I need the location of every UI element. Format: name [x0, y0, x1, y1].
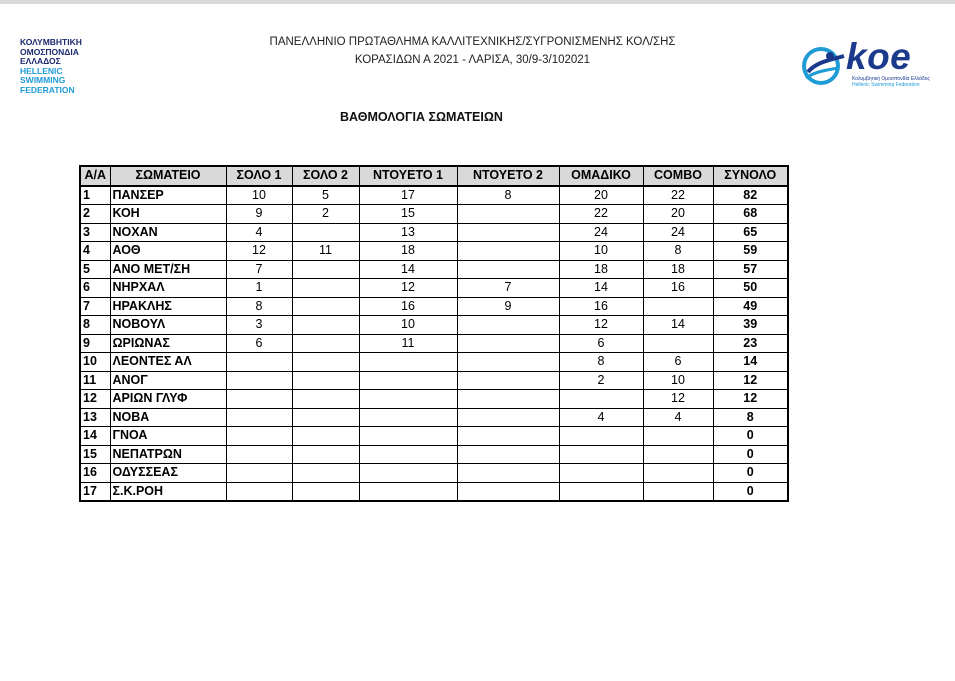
row-number: 3 [80, 223, 110, 242]
team-points [559, 482, 643, 501]
combo-points [643, 334, 713, 353]
team-points [559, 464, 643, 483]
duet2-points [457, 223, 559, 242]
row-number: 2 [80, 205, 110, 224]
solo2-points [292, 297, 359, 316]
total-points: 12 [713, 390, 788, 409]
duet2-points: 9 [457, 297, 559, 316]
header-solo1: ΣΟΛΟ 1 [226, 166, 292, 186]
table-header-row [80, 166, 788, 186]
duet2-points [457, 371, 559, 390]
solo2-points [292, 316, 359, 335]
solo1-points: 6 [226, 334, 292, 353]
solo1-points [226, 390, 292, 409]
header-club: ΣΩΜΑΤΕΙΟ [110, 166, 226, 186]
combo-points: 22 [643, 186, 713, 205]
club-name: ΠΑΝΣΕΡ [110, 186, 226, 205]
solo1-points: 10 [226, 186, 292, 205]
table-row [80, 482, 788, 501]
solo1-points [226, 427, 292, 446]
table-row [80, 316, 788, 335]
duet1-points [359, 408, 457, 427]
total-points: 12 [713, 371, 788, 390]
club-name: ΝΗΡΧΑΛ [110, 279, 226, 298]
duet1-points: 17 [359, 186, 457, 205]
row-number: 1 [80, 186, 110, 205]
combo-points: 20 [643, 205, 713, 224]
club-name: ΑΟΘ [110, 242, 226, 261]
duet2-points: 8 [457, 186, 559, 205]
combo-points [643, 482, 713, 501]
total-points: 23 [713, 334, 788, 353]
team-points: 14 [559, 279, 643, 298]
duet2-points [457, 464, 559, 483]
solo2-points [292, 260, 359, 279]
club-name: ΑΝΟ ΜΕΤ/ΣΗ [110, 260, 226, 279]
solo1-points: 12 [226, 242, 292, 261]
table-row [80, 297, 788, 316]
row-number: 6 [80, 279, 110, 298]
solo1-points [226, 353, 292, 372]
duet1-points: 10 [359, 316, 457, 335]
duet2-points [457, 260, 559, 279]
team-points: 16 [559, 297, 643, 316]
total-points: 50 [713, 279, 788, 298]
duet1-points [359, 427, 457, 446]
club-name: ΑΝΟΓ [110, 371, 226, 390]
solo2-points [292, 408, 359, 427]
page-title: ΒΑΘΜΟΛΟΓΙΑ ΣΩΜΑΤΕΙΩΝ [340, 110, 503, 124]
table-row [80, 445, 788, 464]
solo2-points: 5 [292, 186, 359, 205]
solo1-points [226, 445, 292, 464]
club-name: ΓΝΟΑ [110, 427, 226, 446]
header-duet1: ΝΤΟΥΕΤΟ 1 [359, 166, 457, 186]
duet1-points: 13 [359, 223, 457, 242]
header-line-2: ΚΟΡΑΣΙΔΩΝ Α 2021 - ΛΑΡΙΣΑ, 30/9-3/102021 [354, 54, 591, 66]
combo-points [643, 297, 713, 316]
team-points: 2 [559, 371, 643, 390]
duet2-points [457, 408, 559, 427]
combo-points: 12 [643, 390, 713, 409]
solo1-points: 4 [226, 223, 292, 242]
total-points: 0 [713, 445, 788, 464]
combo-points [643, 445, 713, 464]
solo2-points [292, 482, 359, 501]
header-line-1: ΠΑΝΕΛΛΗΝΙΟ ΠΡΩΤΑΘΛΗΜΑ ΚΑΛΛΙΤΕΧΝΙΚΗΣ/ΣΥΓΡΟΝΙΣΜΕΝΗΣ ΚΟΛ/ΣΗΣ [269, 36, 676, 48]
solo1-points: 1 [226, 279, 292, 298]
duet2-points [457, 242, 559, 261]
duet2-points [457, 334, 559, 353]
duet1-points: 15 [359, 205, 457, 224]
duet2-points [457, 390, 559, 409]
team-points: 8 [559, 353, 643, 372]
total-points: 65 [713, 223, 788, 242]
row-number: 14 [80, 427, 110, 446]
club-name: ΩΡΙΩΝΑΣ [110, 334, 226, 353]
combo-points: 24 [643, 223, 713, 242]
row-number: 8 [80, 316, 110, 335]
combo-points [643, 464, 713, 483]
document-header [230, 33, 715, 69]
solo1-points [226, 408, 292, 427]
table-row [80, 464, 788, 483]
club-name: ΝΕΠΑΤΡΩΝ [110, 445, 226, 464]
total-points: 49 [713, 297, 788, 316]
duet2-points [457, 445, 559, 464]
header-total: ΣΥΝΟΛΟ [713, 166, 788, 186]
duet2-points [457, 482, 559, 501]
combo-points: 10 [643, 371, 713, 390]
row-number: 4 [80, 242, 110, 261]
header-duet2: ΝΤΟΥΕΤΟ 2 [457, 166, 559, 186]
solo2-points [292, 445, 359, 464]
solo2-points [292, 371, 359, 390]
duet2-points: 7 [457, 279, 559, 298]
solo2-points [292, 390, 359, 409]
logo-english-line: SWIMMING [20, 75, 66, 86]
solo2-points [292, 427, 359, 446]
combo-points: 4 [643, 408, 713, 427]
total-points: 59 [713, 242, 788, 261]
table-row [80, 279, 788, 298]
club-name: ΑΡΙΩΝ ΓΛΥΦ [110, 390, 226, 409]
swimmer-emblem-icon [800, 42, 848, 90]
table-row [80, 205, 788, 224]
duet2-points [457, 316, 559, 335]
table-row [80, 390, 788, 409]
solo2-points: 11 [292, 242, 359, 261]
combo-points: 6 [643, 353, 713, 372]
solo2-points [292, 279, 359, 298]
team-points: 10 [559, 242, 643, 261]
row-number: 10 [80, 353, 110, 372]
row-number: 12 [80, 390, 110, 409]
duet1-points [359, 353, 457, 372]
table-row [80, 334, 788, 353]
combo-points: 8 [643, 242, 713, 261]
club-name: ΛΕΟΝΤΕΣ ΑΛ [110, 353, 226, 372]
total-points: 0 [713, 427, 788, 446]
koe-subtitle-greek: Κολυμβητική Ομοσπονδία Ελλάδος [852, 76, 930, 82]
solo1-points: 7 [226, 260, 292, 279]
solo1-points [226, 464, 292, 483]
table-row [80, 371, 788, 390]
duet1-points [359, 464, 457, 483]
table-row [80, 353, 788, 372]
logo-greek-line: ΕΛΛΑΔΟΣ [20, 56, 61, 67]
header-solo2: ΣΟΛΟ 2 [292, 166, 359, 186]
duet1-points [359, 390, 457, 409]
duet2-points [457, 205, 559, 224]
total-points: 0 [713, 482, 788, 501]
row-number: 17 [80, 482, 110, 501]
header-combo: COMBO [643, 166, 713, 186]
row-number: 15 [80, 445, 110, 464]
total-points: 39 [713, 316, 788, 335]
team-points [559, 427, 643, 446]
solo2-points [292, 334, 359, 353]
duet1-points: 14 [359, 260, 457, 279]
header-team: ΟΜΑΔΙΚΟ [559, 166, 643, 186]
club-standings-table [79, 165, 789, 502]
row-number: 16 [80, 464, 110, 483]
row-number: 9 [80, 334, 110, 353]
federation-logo [20, 38, 82, 96]
table-row [80, 223, 788, 242]
team-points: 24 [559, 223, 643, 242]
top-edge [0, 0, 955, 4]
duet1-points: 18 [359, 242, 457, 261]
club-name: ΚΟΗ [110, 205, 226, 224]
club-name: ΝΟΧΑΝ [110, 223, 226, 242]
solo1-points: 3 [226, 316, 292, 335]
duet2-points [457, 353, 559, 372]
club-name: ΗΡΑΚΛΗΣ [110, 297, 226, 316]
duet1-points [359, 371, 457, 390]
logo-greek-line: ΟΜΟΣΠΟΝΔΙΑ [20, 46, 79, 57]
table-row [80, 242, 788, 261]
logo-greek-line: ΚΟΛΥΜΒΗΤΙΚΗ [20, 37, 82, 47]
total-points: 82 [713, 186, 788, 205]
solo2-points [292, 353, 359, 372]
duet1-points [359, 445, 457, 464]
team-points: 18 [559, 260, 643, 279]
team-points [559, 445, 643, 464]
team-points: 4 [559, 408, 643, 427]
total-points: 8 [713, 408, 788, 427]
solo1-points [226, 482, 292, 501]
koe-logo [800, 36, 945, 90]
total-points: 14 [713, 353, 788, 372]
row-number: 7 [80, 297, 110, 316]
combo-points: 18 [643, 260, 713, 279]
total-points: 68 [713, 205, 788, 224]
header-aa: Α/Α [80, 166, 110, 186]
duet1-points: 16 [359, 297, 457, 316]
row-number: 11 [80, 371, 110, 390]
solo1-points: 8 [226, 297, 292, 316]
table-row [80, 260, 788, 279]
koe-subtitle-english: Hellenic Swimming Federation [852, 82, 920, 88]
duet2-points [457, 427, 559, 446]
combo-points: 16 [643, 279, 713, 298]
row-number: 5 [80, 260, 110, 279]
solo2-points [292, 464, 359, 483]
total-points: 0 [713, 464, 788, 483]
team-points: 12 [559, 316, 643, 335]
duet1-points [359, 482, 457, 501]
solo2-points: 2 [292, 205, 359, 224]
team-points: 22 [559, 205, 643, 224]
duet1-points: 12 [359, 279, 457, 298]
logo-english-line: HELLENIC [20, 65, 63, 76]
combo-points [643, 427, 713, 446]
table-row [80, 427, 788, 446]
team-points: 6 [559, 334, 643, 353]
solo1-points: 9 [226, 205, 292, 224]
row-number: 13 [80, 408, 110, 427]
team-points [559, 390, 643, 409]
solo2-points [292, 223, 359, 242]
total-points: 57 [713, 260, 788, 279]
combo-points: 14 [643, 316, 713, 335]
solo1-points [226, 371, 292, 390]
koe-wordmark: koe [846, 36, 912, 77]
club-name: ΝΟΒΟΥΛ [110, 316, 226, 335]
logo-english-line: FEDERATION [20, 84, 75, 95]
club-name: Σ.Κ.ΡΟΗ [110, 482, 226, 501]
club-name: ΟΔΥΣΣΕΑΣ [110, 464, 226, 483]
table-row [80, 408, 788, 427]
koe-subtitle [852, 76, 930, 88]
club-name: ΝΟΒΑ [110, 408, 226, 427]
team-points: 20 [559, 186, 643, 205]
duet1-points: 11 [359, 334, 457, 353]
table-row [80, 186, 788, 205]
